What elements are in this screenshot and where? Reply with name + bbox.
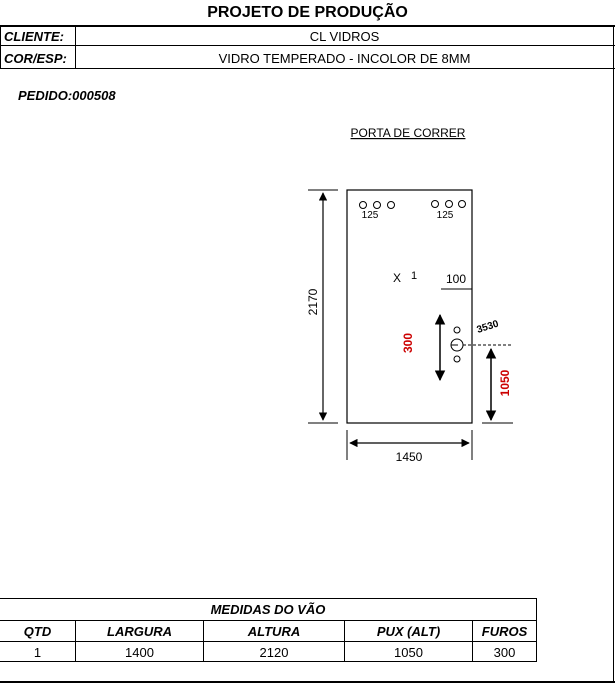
handle-hole-icon: [454, 356, 460, 362]
width-dimension: 1450: [395, 450, 423, 464]
page-title: PROJETO DE PRODUÇÃO: [207, 4, 408, 21]
handle-height-dimension: 1050: [498, 369, 512, 397]
table-right-border: [536, 598, 537, 662]
glass-panel: [347, 190, 472, 423]
table-top-border: [0, 598, 537, 599]
hole-icon: [459, 201, 466, 208]
table-cell-altura: 2120: [259, 645, 289, 660]
table-cell-pux: 1050: [394, 645, 423, 660]
cor-value: VIDRO TEMPERADO - INCOLOR DE 8MM: [218, 51, 471, 66]
hole-right-dimension: 125: [436, 210, 454, 221]
pedido-number: PEDIDO:000508: [18, 88, 116, 103]
diagonal-dimension: 3530: [475, 318, 501, 336]
hole-left-dimension: 125: [361, 210, 379, 221]
table-header-divider: [0, 641, 537, 642]
side-offset-dimension: 100: [445, 272, 467, 286]
table-header-altura: ALTURA: [247, 624, 301, 639]
cliente-value: CL VIDROS: [309, 29, 380, 44]
hole-icon: [388, 202, 395, 209]
height-dimension: 2170: [306, 288, 320, 316]
table-header-furos: FUROS: [481, 624, 528, 639]
table-header-qtd: QTD: [23, 624, 52, 639]
page-bottom-border: [0, 681, 615, 683]
table-header-largura: LARGURA: [107, 624, 172, 639]
table-cell-furos: 300: [493, 645, 516, 660]
page-right-border: [613, 69, 614, 683]
table-title: MEDIDAS DO VÃO: [210, 602, 326, 617]
hole-icon: [446, 201, 453, 208]
table-bottom-border: [0, 661, 537, 662]
table-header-pux: PUX (ALT): [376, 624, 441, 639]
drawing-title: PORTA DE CORRER: [350, 126, 466, 140]
handle-span-dimension: 300: [401, 332, 415, 354]
handle-hole-icon: [454, 327, 460, 333]
cor-label: COR/ESP:: [4, 51, 67, 66]
table-cell-largura: 1400: [125, 645, 154, 660]
table-cell-qtd: 1: [33, 645, 42, 660]
hole-icon: [374, 202, 381, 209]
piece-quantity: 1: [410, 270, 418, 282]
hole-icon: [432, 201, 439, 208]
piece-mark: X: [392, 271, 402, 285]
hole-icon: [360, 202, 367, 209]
cliente-label: CLIENTE:: [4, 29, 64, 44]
table-title-divider: [0, 620, 537, 621]
